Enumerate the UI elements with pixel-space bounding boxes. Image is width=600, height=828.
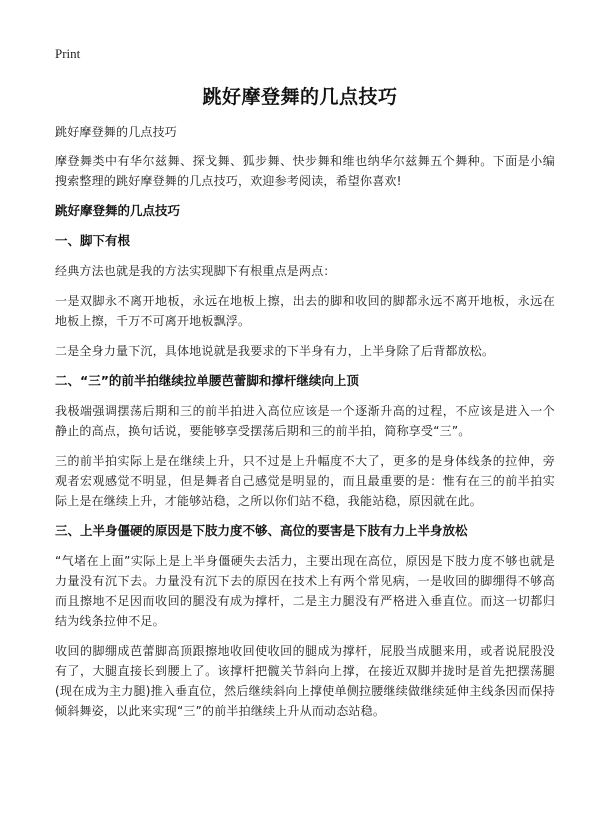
section-1-heading: 一、脚下有根 [55, 233, 131, 248]
section-1-paragraph-2: 一是双脚永不离开地板，永远在地板上擦，出去的脚和收回的脚都永远不离开地板，永远在地板上擦，千万不可离开地板飘浮。 [55, 294, 555, 328]
section-2-heading: 二、“三”的前半拍继续拉单腰芭蕾脚和撑杆继续向上顶 [55, 373, 359, 388]
intro-paragraph: 摩登舞类中有华尔兹舞、探戈舞、狐步舞、快步舞和维也纳华尔兹舞五个舞种。下面是小编搜索整理的跳好摩登舞的几点技巧，欢迎参考阅读，希望你喜欢! [55, 154, 555, 188]
section-1-paragraph-1: 经典方法也就是我的方法实现脚下有根重点是两点： [55, 264, 336, 278]
section-title: 跳好摩登舞的几点技巧 [55, 203, 181, 218]
section-3-paragraph-2: 收回的脚绷成芭蕾脚高顶跟擦地收回使收回的腿成为撑杆，屁股当成腿来用，或者说屁股没有了，大腿直接长到腰上了。该撑杆把髋关节斜向上撑，在接近双脚并拢时是首先把摆荡腿(现在成为主力腿)推入垂直位，然后继续斜向上撑使单侧拉腰继续做继续延伸主线条因而保持倾斜舞姿，以此来实现“三”的前半拍继续上升从而动态站稳。 [55, 644, 555, 718]
section-3-paragraph-1: “气堵在上面”实际上是上半身僵硬失去活力，主要出现在高位，原因是下肢力度不够也就是力量没有沉下去。力量没有沉下去的原因在技术上有两个常见病，一是收回的脚绷得不够高而且擦地不足因而收回的腿没有成为撑杆，二是主力腿没有严格进入垂直位。而这一切都归结为线条拉伸不足。 [55, 554, 555, 628]
section-2-paragraph-1: 我极端强调摆荡后期和三的前半拍进入高位应该是一个逐渐升高的过程，不应该是进入一个静止的高点，换句话说，要能够享受摆荡后期和三的前半拍，简称享受“三”。 [55, 404, 555, 438]
section-2-paragraph-2: 三的前半拍实际上是在继续上升，只不过是上升幅度不大了，更多的是身体线条的拉伸，旁观者宏观感觉不明显，但是舞者自己感觉是明显的，而且最重要的是：惟有在三的前半拍实际上是在继续上升，才能够站稳，之所以你们站不稳，我能站稳，原因就在此。 [55, 454, 555, 508]
document-subtitle: 跳好摩登舞的几点技巧 [55, 125, 178, 139]
section-1-paragraph-3: 二是全身力量下沉，具体地说就是我要求的下半身有力，上半身除了后背都放松。 [55, 344, 495, 358]
print-label[interactable]: Print [55, 46, 81, 61]
section-3-heading: 三、上半身僵硬的原因是下肢力度不够、高位的要害是下肢有力上半身放松 [55, 523, 468, 538]
document-body [55, 122, 555, 731]
document-title: 跳好摩登舞的几点技巧 [202, 86, 398, 108]
